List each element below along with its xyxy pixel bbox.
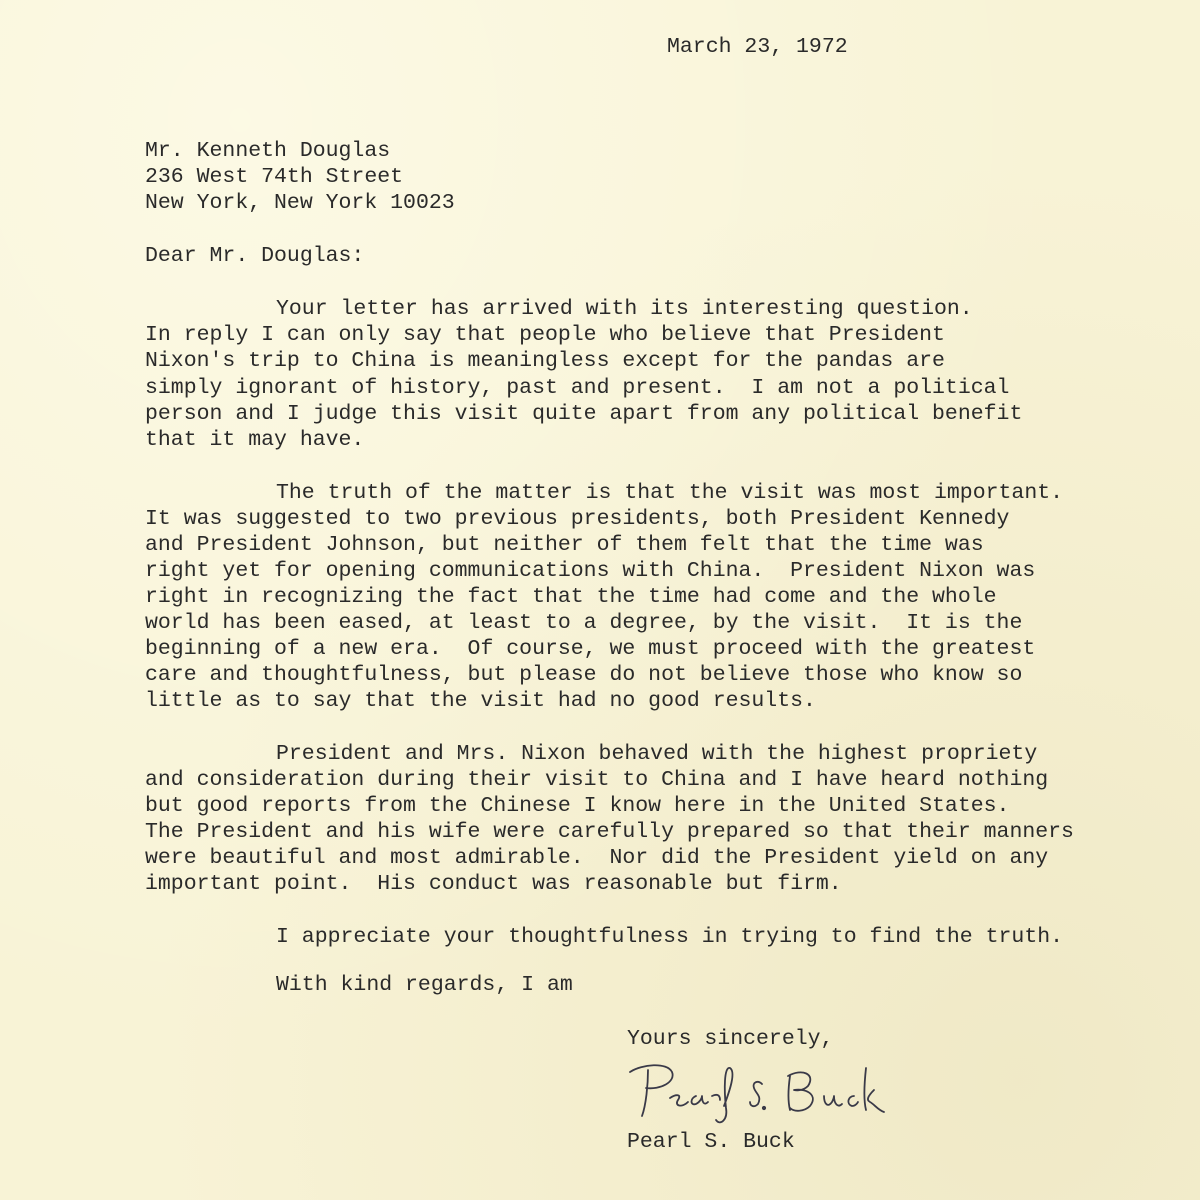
paragraph-line: Nixon's trip to China is meaningless except for the pandas are xyxy=(145,349,945,373)
paragraph-line: little as to say that the visit had no good results. xyxy=(145,689,816,713)
recipient-name: Mr. Kenneth Douglas xyxy=(145,139,391,163)
letter-date: March 23, 1972 xyxy=(667,35,848,59)
complimentary-close: Yours sincerely, xyxy=(627,1027,834,1051)
paragraph-line: beginning of a new era. Of course, we must proceed with the greatest xyxy=(145,637,1036,661)
salutation: Dear Mr. Douglas: xyxy=(145,244,365,268)
paragraph-line: were beautiful and most admirable. Nor did the President yield on any xyxy=(145,846,1049,870)
paragraph-line: person and I judge this visit quite apart from any political benefit xyxy=(145,402,1023,426)
recipient-city: New York, New York 10023 xyxy=(145,191,455,215)
recipient-street: 236 West 74th Street xyxy=(145,165,404,189)
paragraph-line: important point. His conduct was reasonable but firm. xyxy=(145,872,842,896)
paragraph-3-first-line: President and Mrs. Nixon behaved with the highest propriety xyxy=(276,742,1038,766)
paragraph-line: simply ignorant of history, past and present. I am not a political xyxy=(145,376,1010,400)
paragraph-5: With kind regards, I am xyxy=(276,973,573,997)
handwritten-signature xyxy=(612,1050,912,1130)
paragraph-line: It was suggested to two previous presidents, both President Kennedy xyxy=(145,507,1010,531)
typed-signature-name: Pearl S. Buck xyxy=(627,1130,795,1154)
paragraph-line: care and thoughtfulness, but please do not believe those who know so xyxy=(145,663,1023,687)
paragraph-2-first-line: The truth of the matter is that the visit was most important. xyxy=(276,481,1064,505)
paragraph-line: world has been eased, at least to a degree, by the visit. It is the xyxy=(145,611,1023,635)
paragraph-line: right in recognizing the fact that the time had come and the whole xyxy=(145,585,997,609)
paragraph-line: but good reports from the Chinese I know here in the United States. xyxy=(145,794,1010,818)
paragraph-line: right yet for opening communications with China. President Nixon was xyxy=(145,559,1036,583)
paragraph-4: I appreciate your thoughtfulness in trying to find the truth. xyxy=(276,925,1064,949)
paragraph-line: In reply I can only say that people who believe that President xyxy=(145,323,945,347)
paragraph-line: The President and his wife were carefully prepared so that their manners xyxy=(145,820,1074,844)
paragraph-line: and consideration during their visit to China and I have heard nothing xyxy=(145,768,1049,792)
paragraph-line: and President Johnson, but neither of them felt that the time was xyxy=(145,533,984,557)
paragraph-line: that it may have. xyxy=(145,428,365,452)
signature-drawing xyxy=(612,1050,912,1130)
paragraph-1-first-line: Your letter has arrived with its interesting question. xyxy=(276,297,973,321)
